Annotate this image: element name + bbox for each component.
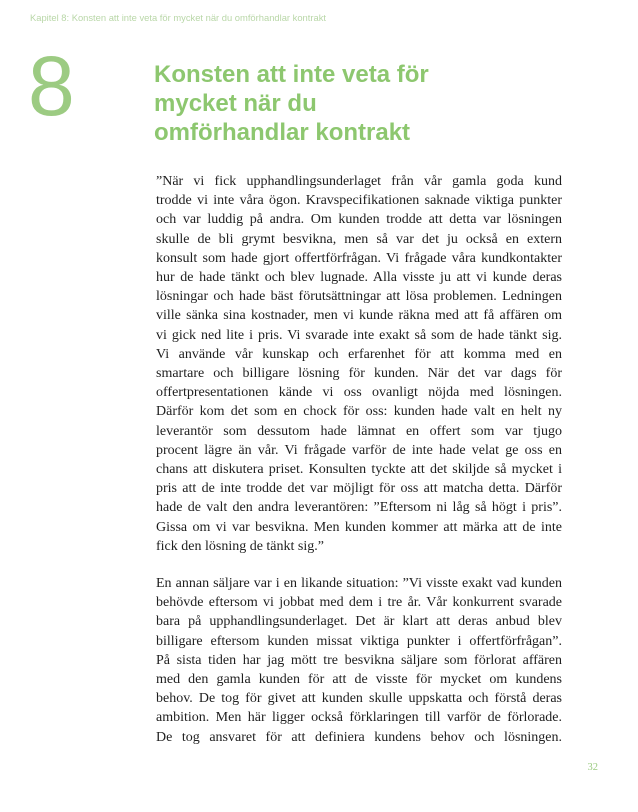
text-line: behövde eftersom vi jobbat med dem i tre år. Vår konkurrent svarade bbox=[156, 595, 562, 611]
chapter-title-line: Konsten att inte veta för bbox=[154, 61, 429, 88]
text-line: vi gick ned lite i pris. Vi svarade inte exakt så som de hade tänkt sig. bbox=[156, 327, 562, 343]
chapter-number: 8 bbox=[28, 39, 75, 133]
text-line: chans att diskutera priset. Konsulten tyckte att det skiljde så mycket i bbox=[156, 462, 562, 478]
chapter-title bbox=[154, 60, 574, 147]
text-line: och var luddig på andra. Om kunden trodde att detta var lösningen bbox=[156, 212, 562, 228]
text-line: Därför kom det som en chock för oss: kunden hade valt en helt ny bbox=[156, 404, 562, 420]
text-line: med den gamla kunden för att de visste för mycket om kundens bbox=[156, 672, 562, 688]
chapter-title-line: omförhandlar kontrakt bbox=[154, 119, 411, 146]
text-line: ambition. Men här ligger också förklaringen till varför de förlorade. bbox=[156, 710, 562, 726]
text-line: trodde vi inte våra ögon. Kravspecifikationen saknade viktiga punkter bbox=[156, 193, 562, 209]
text-line: ville sänka sina kostnader, men vi kunde räkna med att få affären om bbox=[156, 308, 562, 324]
text-line: De tog ansvaret för att definiera kundens behov och lösningen. bbox=[156, 729, 562, 745]
text-line: bara på upphandlingsunderlaget. Det är klart att deras anbud blev bbox=[156, 614, 562, 630]
paragraph-2 bbox=[156, 574, 562, 747]
text-line: På sista tiden har jag mött tre besvikna säljare som förlorat affären bbox=[156, 652, 562, 668]
paragraph-1 bbox=[156, 172, 562, 556]
text-line: hade de valt den andra leverantören: ”Eftersom ni låg så högt i pris”. bbox=[156, 500, 562, 516]
text-line: ”När vi fick upphandlingsunderlaget från vår gamla goda kund bbox=[156, 174, 562, 189]
text-line: Vi använde vår kunskap och erfarenhet för att komma med en bbox=[156, 346, 562, 362]
text-line: leverantör som dessutom hade lämnat en offert som var tjugo bbox=[156, 423, 562, 439]
text-line: pris att de inte trodde det var möjligt för oss att matcha detta. Därför bbox=[156, 481, 562, 497]
text-line: En annan säljare var i en likande situation: ”Vi visste exakt vad kunden bbox=[156, 576, 562, 592]
text-line: skulle de bli grymt besvikna, men så var det ju också en extern bbox=[156, 231, 562, 247]
text-line: offertpresentationen kände vi oss ovanligt nöjda med lösningen. bbox=[156, 385, 562, 401]
text-line: behov. De tog för givet att kunden skulle uppskatta och förstå deras bbox=[156, 691, 562, 707]
text-line: billigare eftersom kunden missat viktiga punkter i offertförfrågan”. bbox=[156, 633, 562, 649]
chapter-title-line: mycket när du bbox=[154, 90, 317, 117]
text-line: procent lägre än vår. Vi frågade varför de inte hade velat ge oss en bbox=[156, 442, 562, 458]
running-head: Kapitel 8: Konsten att inte veta för mycket när du omförhandlar kontrakt bbox=[30, 12, 326, 23]
text-line: Gissa om vi var besvikna. Men kunden kommer att märka att de inte bbox=[156, 519, 562, 535]
text-line: fick den lösning de tänkt sig.” bbox=[156, 538, 324, 554]
page-number: 32 bbox=[587, 762, 598, 773]
text-line: konsult som hade gjort offertförfrågan. Vi frågade våra kundkontakter bbox=[156, 250, 562, 266]
text-line: lösningar och hade bäst förutsättningar att lösa problemen. Ledningen bbox=[156, 289, 562, 305]
text-line: smartare och billigare lösning för kunden. När det var dags för bbox=[156, 366, 562, 382]
body-text bbox=[156, 172, 562, 747]
text-line: hur de hade tänkt och blev lugnade. Alla visste ju att vi kunde deras bbox=[156, 270, 562, 286]
